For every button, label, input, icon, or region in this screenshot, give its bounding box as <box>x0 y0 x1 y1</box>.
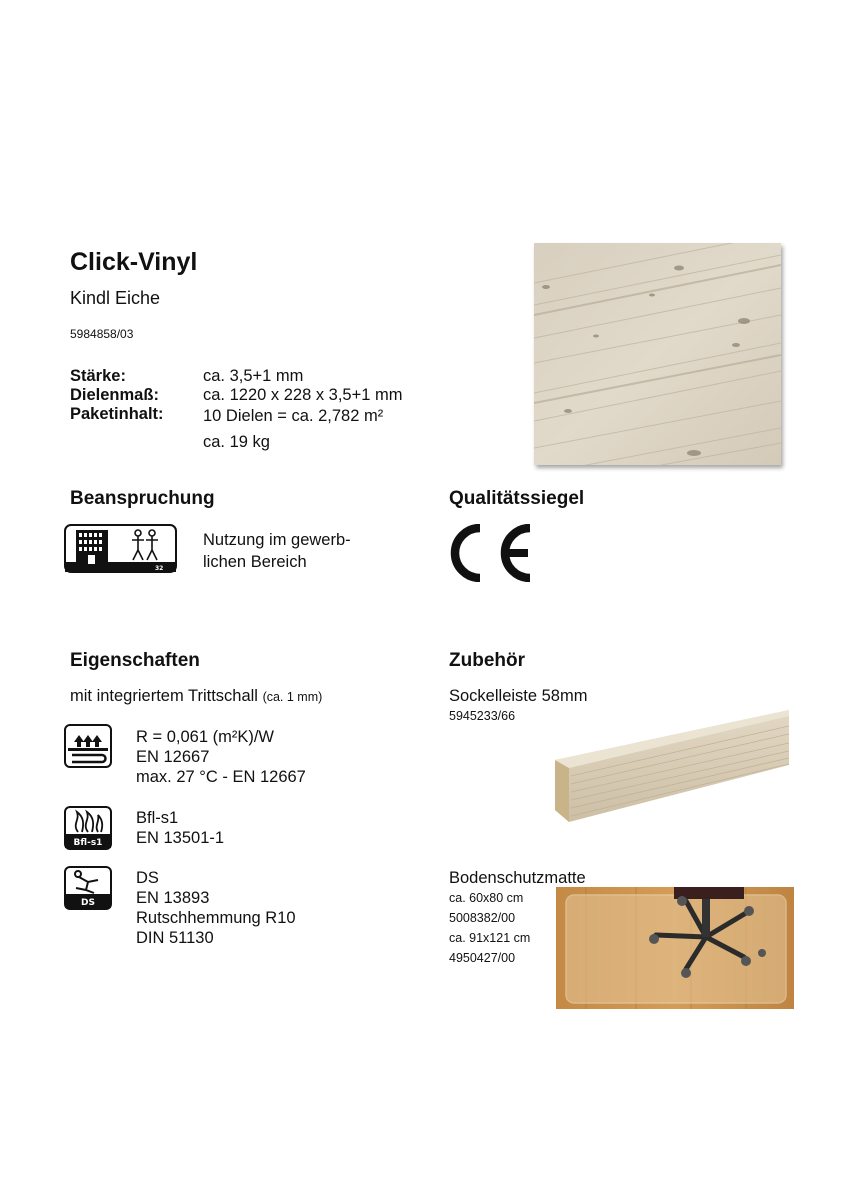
usage-text-line2: lichen Bereich <box>203 553 307 571</box>
skirting-board-image <box>555 710 789 825</box>
usage-text-line1: Nutzung im gewerb- <box>203 531 351 549</box>
package-value: 10 Dielen = ca. 2,782 m² <box>203 407 384 425</box>
usage-class-icon <box>64 524 177 573</box>
thickness-label: Stärke: <box>70 367 126 385</box>
slip-resistance-icon <box>64 866 112 910</box>
properties-intro-text: mit integriertem Trittschall <box>70 687 258 705</box>
usage-class-number: 32 <box>155 565 164 572</box>
underfloor-heating-icon <box>64 724 112 768</box>
fire-icon-label: Bfl-s1 <box>73 838 103 848</box>
package-label: Paketinhalt: <box>70 405 164 423</box>
thickness-value: ca. 3,5+1 mm <box>203 367 304 385</box>
heating-line3: max. 27 °C - EN 12667 <box>136 768 306 786</box>
slip-line4: DIN 51130 <box>136 929 214 947</box>
heating-line2: EN 12667 <box>136 748 210 766</box>
floor-protection-mat-image <box>556 887 794 1009</box>
ce-mark-icon <box>446 524 534 582</box>
mat-variant-2: ca. 91x121 cm <box>449 931 531 945</box>
fire-line1: Bfl-s1 <box>136 809 179 827</box>
mat-number-1: 5008382/00 <box>449 911 516 925</box>
heating-line1: R = 0,061 (m²K)/W <box>136 728 274 746</box>
accessories-heading: Zubehör <box>449 650 525 671</box>
floor-sample-image <box>534 243 781 465</box>
plank-label: Dielenmaß: <box>70 386 159 404</box>
properties-intro <box>70 686 322 707</box>
fire-class-icon <box>64 806 112 850</box>
mat-number-2: 4950427/00 <box>449 951 516 965</box>
skirting-name: Sockelleiste 58mm <box>449 687 588 705</box>
slip-line2: EN 13893 <box>136 889 210 907</box>
mat-variant-1: ca. 60x80 cm <box>449 891 524 905</box>
skirting-number: 5945233/66 <box>449 709 516 723</box>
properties-intro-note: (ca. 1 mm) <box>262 690 323 704</box>
mat-name: Bodenschutzmatte <box>449 869 586 887</box>
slip-line3: Rutschhemmung R10 <box>136 909 296 927</box>
slip-icon-label: DS <box>81 898 95 908</box>
article-number: 5984858/03 <box>70 327 134 341</box>
product-title: Click-Vinyl <box>70 248 198 276</box>
usage-heading: Beanspruchung <box>70 488 215 509</box>
plank-value: ca. 1220 x 228 x 3,5+1 mm <box>203 386 403 404</box>
slip-line1: DS <box>136 869 159 887</box>
quality-heading: Qualitätssiegel <box>449 488 585 509</box>
fire-line2: EN 13501-1 <box>136 829 225 847</box>
product-subtitle: Kindl Eiche <box>70 288 161 308</box>
properties-heading: Eigenschaften <box>70 650 200 671</box>
weight-value: ca. 19 kg <box>203 433 270 451</box>
